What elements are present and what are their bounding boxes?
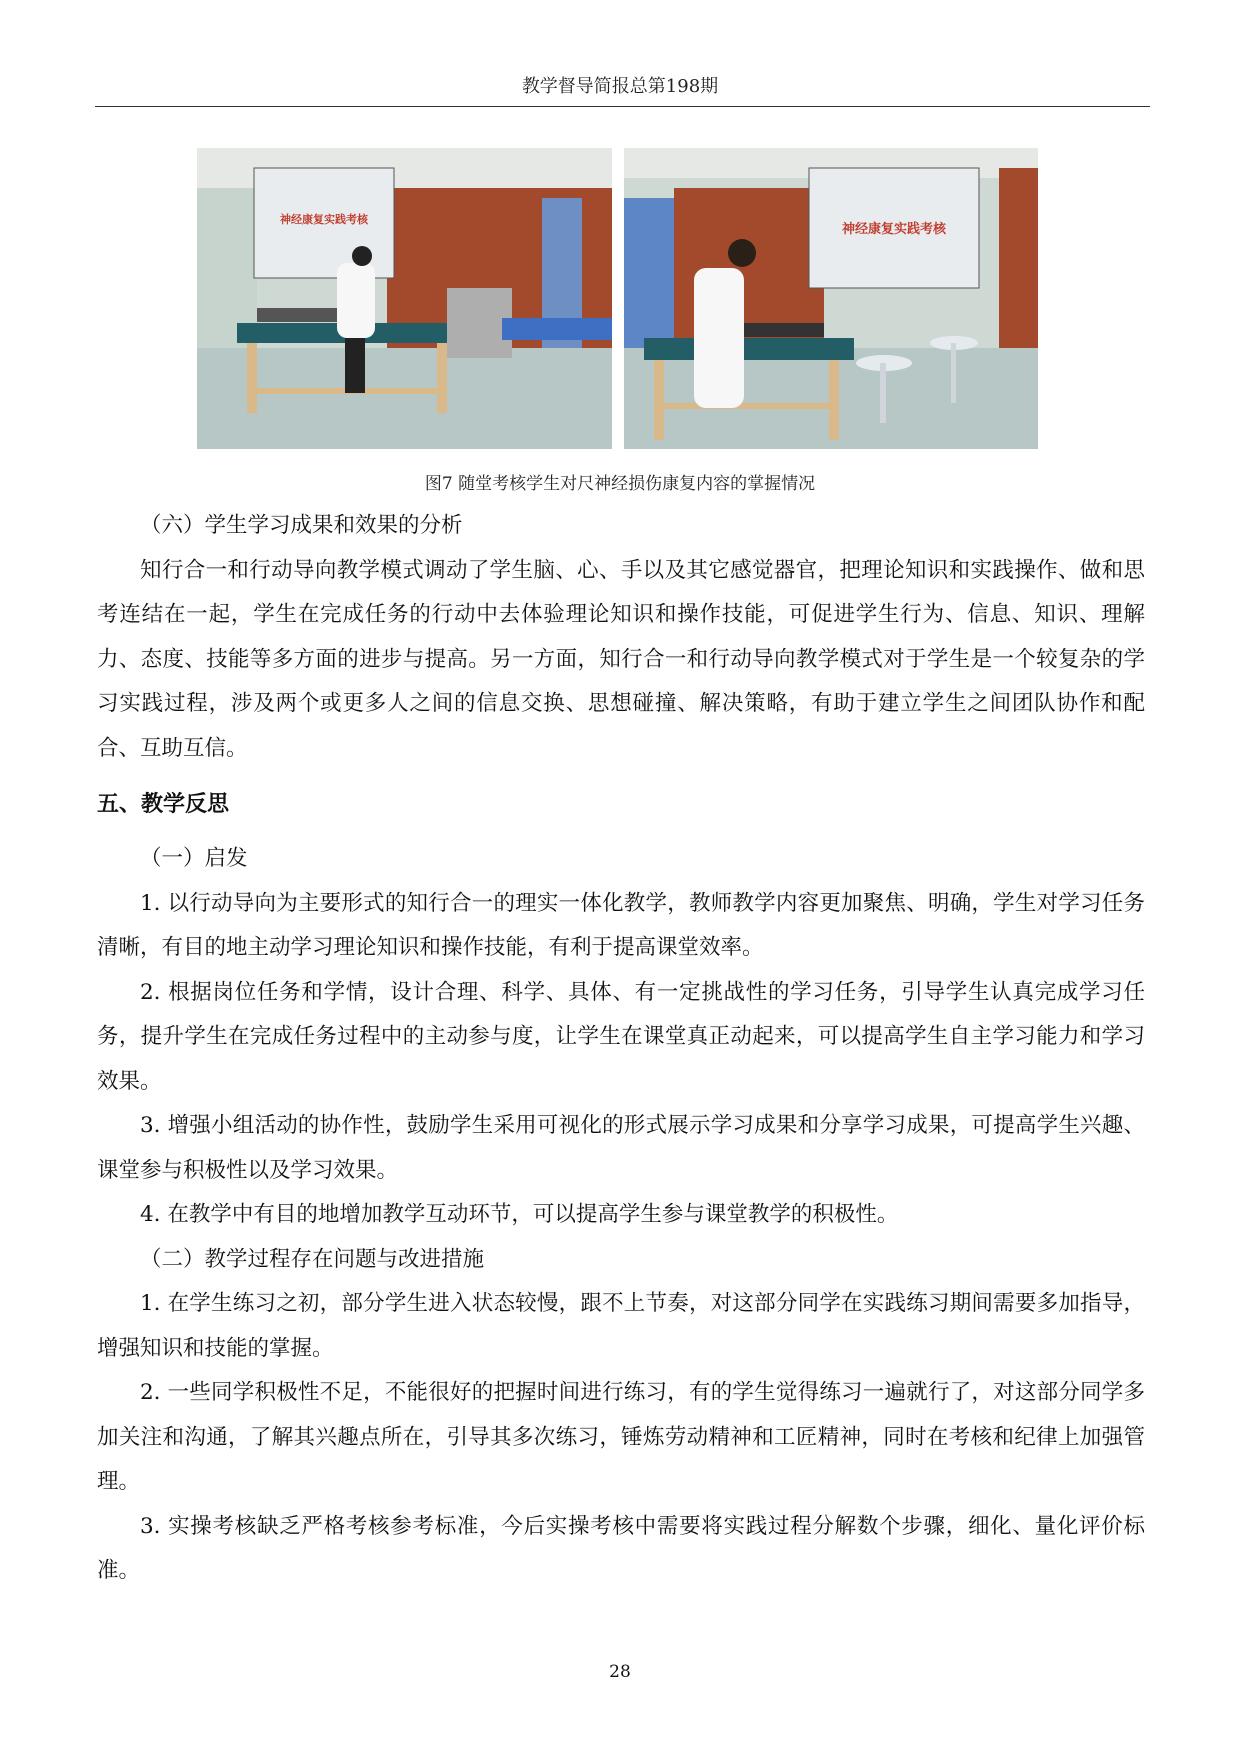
subsection-title-2: （二）教学过程存在问题与改进措施 — [140, 1246, 485, 1272]
issue-item-1: 1. 在学生练习之初，部分学生进入状态较慢，跟不上节奏，对这部分同学在实践练习期间需要多加指导，增强知识和技能的掌握。 — [97, 1291, 1145, 1361]
screen-text: 神经康复实践考核 — [280, 213, 368, 226]
section-title-5-text: 五、教学反思 — [97, 792, 230, 817]
issue-item-3: 3. 实操考核缺乏严格考核参考标准，今后实操考核中需要将实践过程分解数个步骤，细化、量化评价标准。 — [97, 1513, 1145, 1583]
subsection-title-1: （一）启发 — [140, 846, 248, 871]
issue-item-2: 2. 一些同学积极性不足，不能很好的把握时间进行练习，有的学生觉得练习一遍就行了，对这部分同学多加关注和沟通，了解其兴趣点所在，引导其多次练习，锤炼劳动精神和工匠精神，同时在考核和纪律上加强管理。 — [97, 1380, 1145, 1494]
page-number: 28 — [609, 1662, 631, 1682]
inspiration-item-2: 2. 根据岗位任务和学情，设计合理、科学、具体、有一定挑战性的学习任务，引导学生认真完成学习任务，提升学生在完成任务过程中的主动参与度，让学生在课堂真正动起来，可以提高学生自主学习能力和学习效果。 — [97, 979, 1145, 1094]
paragraph-analysis: 知行合一和行动导向教学模式调动了学生脑、心、手以及其它感觉器官，把理论知识和实践操作、做和思考连结在一起，学生在完成任务的行动中去体验理论知识和操作技能，可促进学生行为、信息、知识、理解力、态度、技能等多方面的进步与提高。另一方面，知行合一和行动导向教学模式对于学生是一个较复杂的学习实践过程，涉及两个或更多人之间的信息交换、思想碰撞、解决策略，有助于建立学生之间团队协作和配合、互助互信。 — [97, 557, 1145, 761]
subsection-title-6: （六）学生学习成果和效果的分析 — [140, 513, 463, 538]
inspiration-item-1: 1. 以行动导向为主要形式的知行合一的理实一体化教学，教师教学内容更加聚焦、明确，学生对学习任务清晰，有目的地主动学习理论知识和操作技能，有利于提高课堂效率。 — [97, 890, 1145, 960]
section-title-5 — [49, 783, 1145, 827]
figure-photo-right — [624, 148, 1038, 449]
figure-caption: 图7 随堂考核学生对尺神经损伤康复内容的掌握情况 — [424, 474, 816, 494]
inspiration-item-4: 4. 在教学中有目的地增加教学互动环节，可以提高学生参与课堂教学的积极性。 — [140, 1202, 899, 1227]
header-rule — [95, 106, 1150, 107]
figure-photo-left — [197, 148, 612, 449]
body-text — [97, 504, 1145, 1594]
inspiration-item-3: 3. 增强小组活动的协作性，鼓励学生采用可视化的形式展示学习成果和分享学习成果，可提高学生兴趣、课堂参与积极性以及学习效果。 — [97, 1113, 1145, 1183]
running-header: 教学督导简报总第198期 — [521, 76, 719, 97]
screen-text: 神经康复实践考核 — [841, 222, 947, 237]
